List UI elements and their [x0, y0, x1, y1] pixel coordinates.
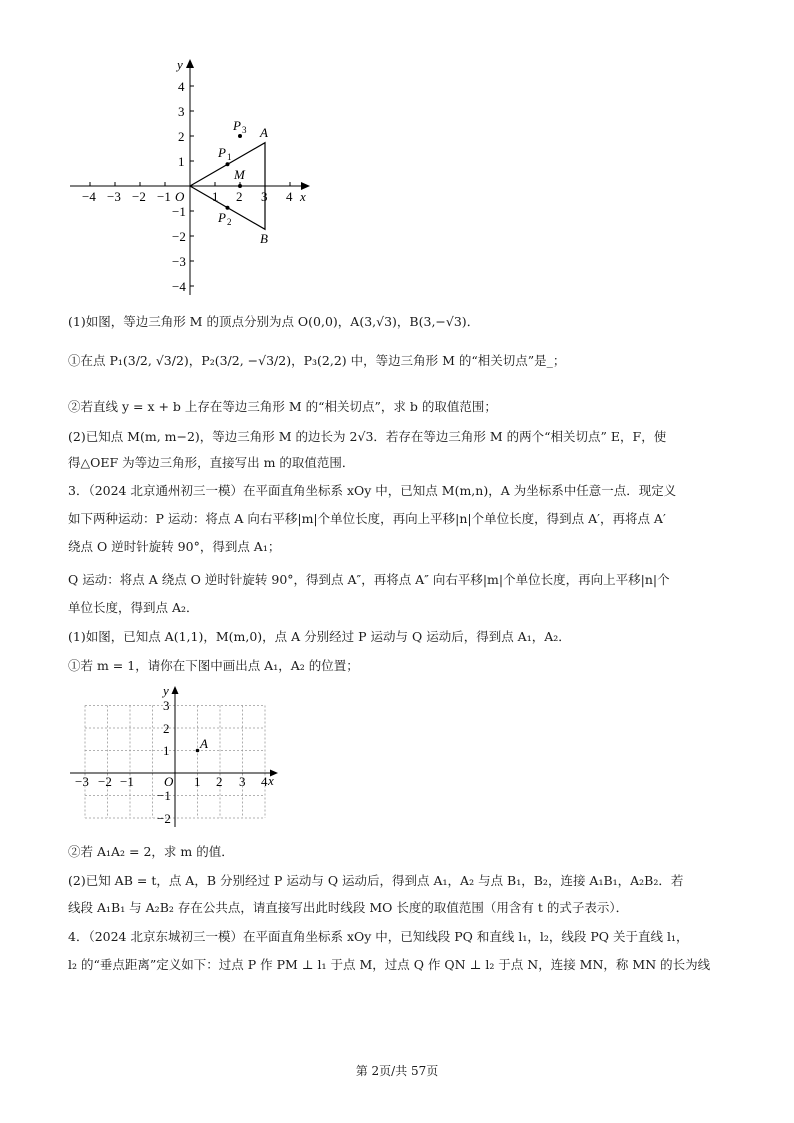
- y-tick: 3: [163, 698, 170, 713]
- text-line: ①在点 P₁(3/2, √3/2)，P₂(3/2, −√3/2)，P₃(2,2) 中，等边三角形 M 的“相关切点”是_；: [68, 353, 566, 368]
- x-tick: −1: [120, 774, 134, 789]
- x-tick: 3: [239, 774, 246, 789]
- x-axis-label: x: [300, 189, 306, 204]
- point-a: [196, 749, 200, 753]
- label-p1-sub: 1: [227, 152, 232, 162]
- point-m: [238, 184, 242, 188]
- origin-label: O: [175, 189, 185, 204]
- x-tick: −1: [157, 189, 171, 204]
- x-axis-label: x: [268, 773, 274, 788]
- y-tick-labels: [157, 698, 171, 826]
- text-line: 如下两种运动：P 运动：将点 A 向右平移|m|个单位长度，再向上平移|n|个单位长度，得到点 A′，再将点 A′: [68, 511, 666, 526]
- label-p2: P: [218, 210, 226, 225]
- y-tick: −4: [172, 279, 186, 294]
- text-line: Q 运动：将点 A 绕点 O 逆时针旋转 90°，得到点 A″，再将点 A″ 向右平移|m|个单位长度，再向上平移|n|个: [68, 572, 670, 587]
- x-tick: 1: [212, 189, 219, 204]
- text-line: 得△OEF 为等边三角形，直接写出 m 的取值范围．: [68, 455, 355, 470]
- point-p1: [226, 162, 230, 166]
- text-line: 单位长度，得到点 A₂．: [68, 600, 199, 615]
- x-tick: −3: [107, 189, 121, 204]
- y-tick: 4: [178, 79, 185, 94]
- x-tick: −2: [98, 774, 112, 789]
- y-axis-label: y: [177, 57, 183, 72]
- text-line: (2)已知点 M(m, m−2)，等边三角形 M 的边长为 2√3．若存在等边三角形 M 的两个“相关切点” E，F，使: [68, 429, 667, 444]
- x-tick: 1: [194, 774, 201, 789]
- text-line: ②若 A₁A₂ = 2，求 m 的值．: [68, 844, 234, 859]
- y-tick: −2: [172, 229, 186, 244]
- y-tick: 1: [178, 154, 185, 169]
- label-a: A: [260, 125, 268, 140]
- x-tick: 3: [261, 189, 268, 204]
- text-line: 3．（2024 北京通州初三一模）在平面直角坐标系 xOy 中，已知点 M(m,n)，A 为坐标系中任意一点．现定义: [68, 483, 677, 498]
- x-tick: −3: [75, 774, 89, 789]
- text-line: 4．（2024 北京东城初三一模）在平面直角坐标系 xOy 中，已知线段 PQ 和直线 l₁，l₂，线段 PQ 关于直线 l₁，: [68, 929, 689, 944]
- origin-label: O: [164, 774, 174, 789]
- text-line: 绕点 O 逆时针旋转 90°，得到点 A₁；: [68, 539, 281, 554]
- text-line: ②若直线 y = x + b 上存在等边三角形 M 的“相关切点”，求 b 的取值范围；: [68, 399, 497, 414]
- x-tick: 2: [216, 774, 223, 789]
- y-tick: −1: [172, 204, 186, 219]
- text-line: (2)已知 AB = t，点 A，B 分别经过 P 运动与 Q 运动后，得到点 A₁，A₂ 与点 B₁，B₂，连接 A₁B₁，A₂B₂．若: [68, 873, 684, 888]
- text-line: (1)如图，等边三角形 M 的顶点分别为点 O(0,0)，A(3,√3)，B(3,−√3)．: [68, 314, 480, 329]
- y-tick: 2: [163, 721, 170, 736]
- x-tick: 4: [286, 189, 293, 204]
- y-tick: 1: [163, 743, 170, 758]
- label-p3: P: [233, 118, 241, 133]
- text-line: ①若 m = 1，请你在下图中画出点 A₁，A₂ 的位置；: [68, 658, 359, 673]
- y-tick: −3: [172, 254, 186, 269]
- label-a: A: [200, 736, 208, 751]
- page-footer: 第 2页/共 57页: [355, 1064, 439, 1078]
- x-tick: −2: [132, 189, 146, 204]
- y-tick: 2: [178, 129, 185, 144]
- text-line: (1)如图，已知点 A(1,1)，M(m,0)，点 A 分别经过 P 运动与 Q 运动后，得到点 A₁，A₂．: [68, 629, 571, 644]
- label-b: B: [260, 231, 268, 246]
- point-p2: [226, 206, 230, 210]
- x-tick: −4: [82, 189, 96, 204]
- text-line: 线段 A₁B₁ 与 A₂B₂ 存在公共点，请直接写出此时线段 MO 长度的取值范围（用含有 t 的式子表示）．: [68, 900, 629, 915]
- figure-triangle-coordinate: [60, 55, 320, 305]
- x-tick: 4: [261, 774, 268, 789]
- x-tick-labels: [82, 182, 293, 204]
- label-p1: P: [218, 145, 226, 160]
- figure-grid-coordinate: [68, 682, 288, 832]
- label-m: M: [234, 167, 245, 182]
- x-tick: 2: [236, 189, 243, 204]
- text-line: l₂ 的“垂点距离”定义如下：过点 P 作 PM ⊥ l₁ 于点 M，过点 Q 作 QN ⊥ l₂ 于点 N，连接 MN，称 MN 的长为线: [68, 957, 711, 972]
- y-axis-label: y: [163, 683, 169, 698]
- y-tick: 3: [178, 104, 185, 119]
- label-p2-sub: 2: [227, 217, 232, 227]
- y-tick: −1: [157, 788, 171, 803]
- label-p3-sub: 3: [242, 125, 247, 135]
- y-tick: −2: [157, 811, 171, 826]
